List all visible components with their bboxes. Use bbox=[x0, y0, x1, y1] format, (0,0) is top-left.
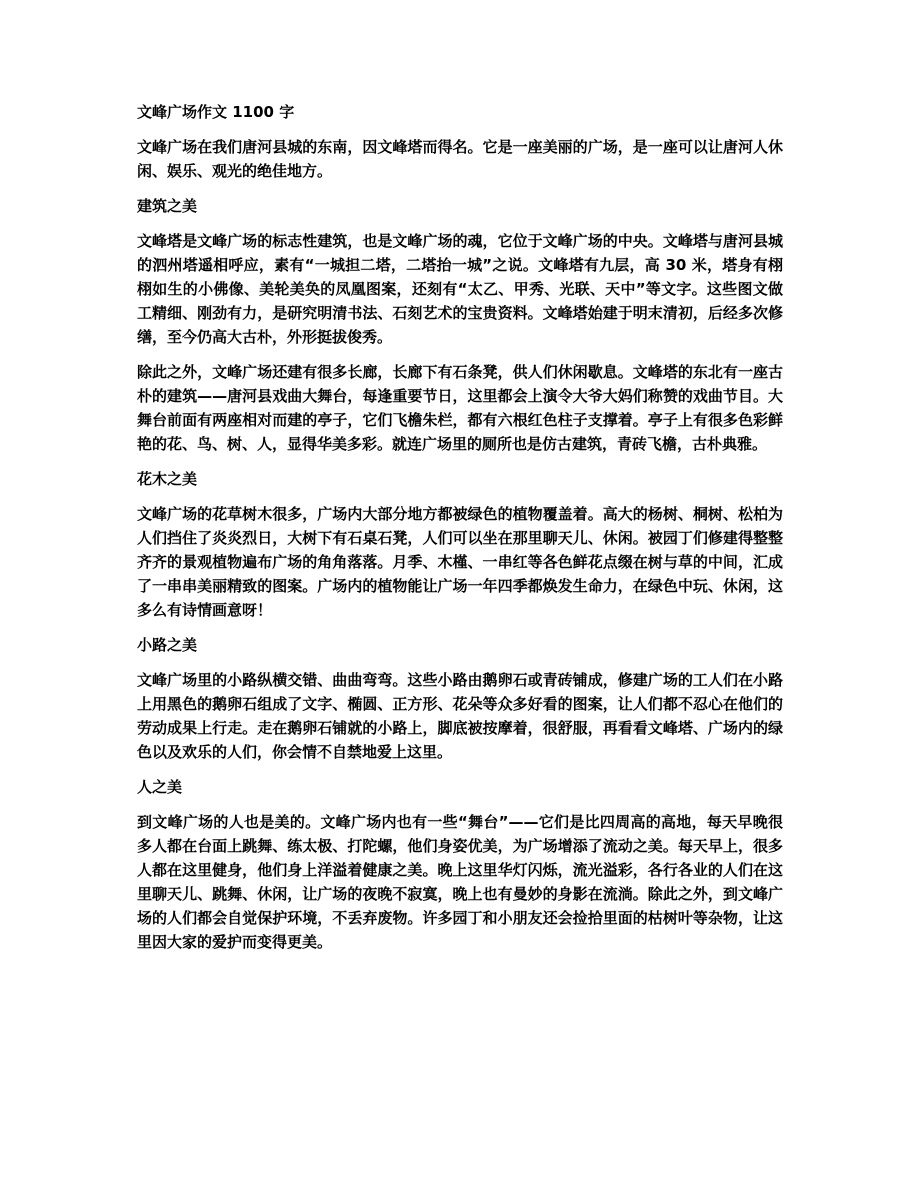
document-page bbox=[137, 100, 783, 965]
paragraph-paths: 文峰广场里的小路纵横交错、曲曲弯弯。这些小路由鹅卵石或青砖铺成，修建广场的工人们在小路上用黑色的鹅卵石组成了文字、椭圆、正方形、花朵等众多好看的图案，让人们都不忍心在他们的劳动成果上行走。走在鹅卵石铺就的小路上，脚底被按摩着，很舒服，再看看文峰塔、广场内的绿色以及欢乐的人们，你会情不自禁地爱上这里。 bbox=[137, 671, 783, 761]
section-heading-plants: 花木之美 bbox=[137, 470, 198, 488]
paragraph-corridors: 除此之外，文峰广场还建有很多长廊，长廊下有石条凳，供人们休闲歇息。文峰塔的东北有一座古朴的建筑——唐河县戏曲大舞台，每逢重要节日，这里都会上演令大爷大妈们称赞的戏曲节目。大舞台前面有两座相对而建的亭子，它们飞檐朱栏，都有六根红色柱子支撑着。亭子上有很多色彩鲜艳的花、鸟、树、人，显得华美多彩。就连广场里的厕所也是仿古建筑，青砖飞檐，古朴典雅。 bbox=[137, 363, 783, 453]
paragraph-plants: 文峰广场的花草树木很多，广场内大部分地方都被绿色的植物覆盖着。高大的杨树、桐树、松柏为人们挡住了炎炎烈日，大树下有石桌石凳，人们可以坐在那里聊天儿、休闲。被园丁们修建得整整齐齐的景观植物遍布广场的角角落落。月季、木槿、一串红等各色鲜花点缀在树与草的中间，汇成了一串串美丽精致的图案。广场内的植物能让广场一年四季都焕发生命力，在绿色中玩、休闲，这多么有诗情画意呀！ bbox=[137, 505, 783, 619]
section-heading-paths: 小路之美 bbox=[137, 636, 198, 654]
paragraph-intro: 文峰广场在我们唐河县城的东南，因文峰塔而得名。它是一座美丽的广场，是一座可以让唐河人休闲、娱乐、观光的绝佳地方。 bbox=[137, 138, 783, 180]
paragraph-people: 到文峰广场的人也是美的。文峰广场内也有一些“舞台”——它们是比四周高的高地，每天早晚很多人都在台面上跳舞、练太极、打陀螺，他们身姿优美，为广场增添了流动之美。每天早上，很多人都在这里健身，他们身上洋溢着健康之美。晚上这里华灯闪烁，流光溢彩，各行各业的人们在这里聊天儿、跳舞、休闲，让广场的夜晚不寂寞，晚上也有曼妙的身影在流淌。除此之外，到文峰广场的人们都会自觉保护环境，不丢弃废物。许多园丁和小朋友还会捡拾里面的枯树叶等杂物，让这里因大家的爱护而变得更美。 bbox=[137, 813, 783, 951]
paragraph-tower: 文峰塔是文峰广场的标志性建筑，也是文峰广场的魂，它位于文峰广场的中央。文峰塔与唐河县城的泗州塔遥相呼应，素有“一城担二塔，二塔抬一城”之说。文峰塔有九层，高 30 米，塔身有栩栩如生的小佛像、美轮美奂的凤凰图案，还刻有“太乙、甲秀、光联、天中”等文字。这些图文做工精细、刚劲有力，是研究明清书法、石刻艺术的宝贵资料。文峰塔始建于明末清初，后经多次修缮，至今仍高大古朴，外形挺拔俊秀。 bbox=[137, 232, 783, 346]
section-heading-people: 人之美 bbox=[137, 778, 183, 796]
section-heading-architecture: 建筑之美 bbox=[137, 197, 198, 215]
document-title: 文峰广场作文 1100 字 bbox=[137, 103, 295, 121]
